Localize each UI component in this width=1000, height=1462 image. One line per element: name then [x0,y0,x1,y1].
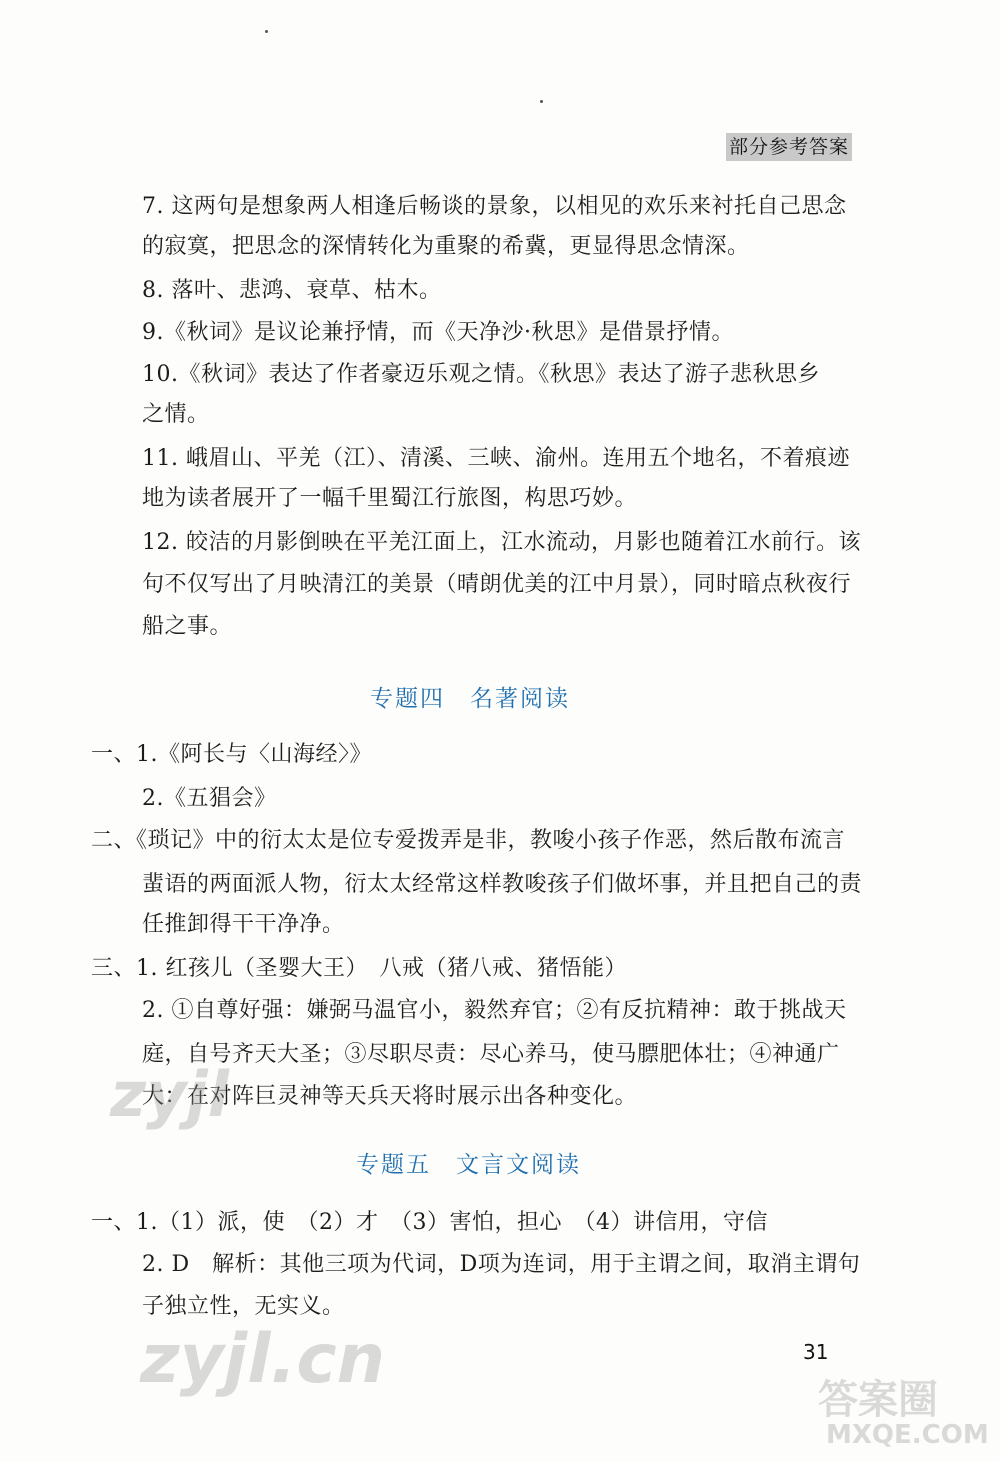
answer-line: 2. ①自尊好强：嫌弼马温官小，毅然弃官；②有反抗精神：敢于挑战天 [142,998,847,1023]
answer-line: 的寂寞，把思念的深情转化为重聚的希冀，更显得思念情深。 [142,234,750,259]
answer-line: 子独立性，无实义。 [142,1294,345,1319]
page-number: 31 [803,1340,829,1364]
header-tag: 部分参考答案 [726,133,852,161]
answer-line: 之情。 [142,402,210,427]
answer-line: 庭，自号齐天大圣；③尽职尽责：尽心养马，使马膘肥体壮；④神通广 [142,1042,840,1067]
answer-line: 大：在对阵巨灵神等天兵天将时展示出各种变化。 [142,1084,638,1109]
watermark: zyjl.cn [140,1320,386,1399]
scan-dot [265,30,268,33]
answer-line: 11. 峨眉山、平羌（江）、清溪、三峡、渝州。连用五个地名，不着痕迹 [142,446,850,471]
answer-line: 2. D 解析：其他三项为代词，D项为连词，用于主谓之间，取消主谓句 [142,1252,861,1277]
answer-line: 一、1.《阿长与〈山海经〉》 [91,742,372,767]
answer-line: 一、1.（1）派，使 （2）才 （3）害怕，担心 （4）讲信用，守信 [91,1210,768,1235]
answer-line: 8. 落叶、悲鸿、衰草、枯木。 [142,278,442,303]
section-title: 专题四 名著阅读 [370,686,570,712]
answer-line: 7. 这两句是想象两人相逢后畅谈的景象，以相见的欢乐来衬托自己思念 [142,194,847,219]
answer-line: 地为读者展开了一幅千里蜀江行旅图，构思巧妙。 [142,486,638,511]
answer-line: 10.《秋词》表达了作者豪迈乐观之情。《秋思》表达了游子悲秋思乡 [142,362,820,387]
answer-line: 任推卸得干干净净。 [142,912,345,937]
watermark: 答案圈 [818,1377,938,1423]
answer-line: 2.《五猖会》 [142,786,277,811]
answer-line: 句不仅写出了月映清江的美景（晴朗优美的江中月景），同时暗点秋夜行 [142,572,852,597]
scan-dot [540,100,543,103]
answer-line: 蜚语的两面派人物，衍太太经常这样教唆孩子们做坏事，并且把自己的责 [142,872,863,897]
answer-line: 二、《琐记》中的衍太太是位专爱拨弄是非，教唆小孩子作恶，然后散布流言 [91,828,846,853]
watermark: MXQE.COM [826,1420,989,1450]
answer-line: 9.《秋词》是议论兼抒情，而《天净沙·秋思》是借景抒情。 [142,320,734,345]
section-title: 专题五 文言文阅读 [356,1152,581,1178]
answer-line: 船之事。 [142,614,233,639]
answer-line: 12. 皎洁的月影倒映在平羌江面上，江水流动，月影也随着江水前行。该 [142,530,861,555]
answer-line: 三、1. 红孩儿（圣婴大王） 八戒（猪八戒、猪悟能） [91,956,627,981]
watermark: zyjl [110,1058,230,1131]
